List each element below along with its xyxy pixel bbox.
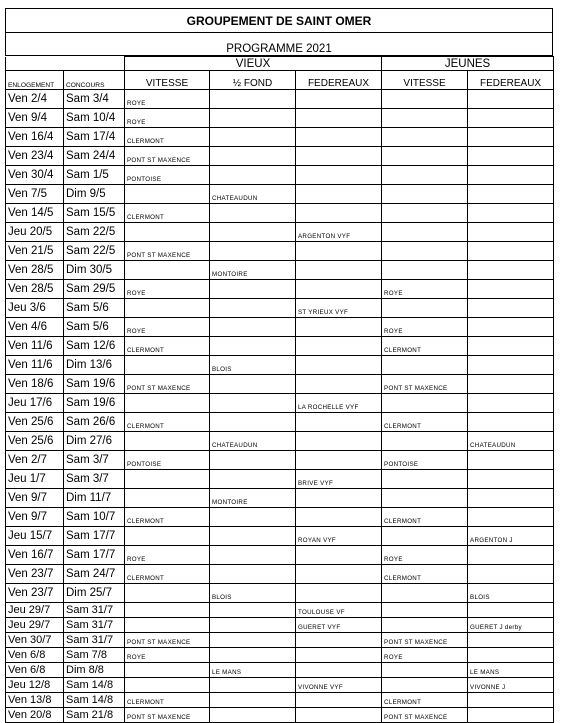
document-title: GROUPEMENT DE SAINT OMER xyxy=(5,8,553,33)
cell-vitesse-vieux xyxy=(125,618,210,633)
cell-vitesse-vieux xyxy=(125,603,210,618)
cell-vitesse-jeunes xyxy=(382,470,468,489)
group-header-vieux: VIEUX xyxy=(125,57,382,71)
table-row xyxy=(6,356,554,375)
table-row xyxy=(6,508,554,527)
table-row xyxy=(6,603,554,618)
cell-vitesse-vieux xyxy=(125,299,210,318)
cell-vitesse-jeunes xyxy=(382,185,468,204)
cell-concours: Sam 12/6 xyxy=(64,337,125,356)
cell-concours: Dim 13/6 xyxy=(64,356,125,375)
cell-federeaux-jeunes xyxy=(468,413,554,432)
cell-vitesse-vieux xyxy=(125,261,210,280)
cell-demi-fond xyxy=(210,337,296,356)
table-row xyxy=(6,394,554,413)
cell-federeaux-vieux xyxy=(296,708,382,723)
cell-federeaux-jeunes xyxy=(468,451,554,470)
table-row xyxy=(6,90,554,109)
cell-enlogement: Jeu 20/5 xyxy=(6,223,64,242)
cell-federeaux-jeunes xyxy=(468,128,554,147)
cell-vitesse-vieux: CLERMONT xyxy=(125,693,210,708)
cell-federeaux-vieux xyxy=(296,565,382,584)
cell-federeaux-jeunes xyxy=(468,508,554,527)
cell-demi-fond xyxy=(210,508,296,527)
table-row xyxy=(6,489,554,508)
cell-vitesse-vieux: PONT ST MAXENCE xyxy=(125,375,210,394)
cell-federeaux-jeunes xyxy=(468,90,554,109)
cell-enlogement: Jeu 3/6 xyxy=(6,299,64,318)
column-header-enlogement: ENLOGEMENT xyxy=(6,71,64,90)
cell-concours: Dim 25/7 xyxy=(64,584,125,603)
cell-concours: Dim 9/5 xyxy=(64,185,125,204)
cell-federeaux-vieux xyxy=(296,204,382,223)
cell-vitesse-jeunes xyxy=(382,394,468,413)
cell-concours: Dim 30/5 xyxy=(64,261,125,280)
cell-demi-fond xyxy=(210,166,296,185)
cell-demi-fond xyxy=(210,648,296,663)
cell-enlogement: Ven 11/6 xyxy=(6,356,64,375)
cell-vitesse-jeunes xyxy=(382,432,468,451)
cell-vitesse-jeunes xyxy=(382,166,468,185)
cell-federeaux-vieux xyxy=(296,546,382,565)
cell-vitesse-vieux: PONT ST MAXENCE xyxy=(125,633,210,648)
cell-demi-fond xyxy=(210,527,296,546)
cell-enlogement: Ven 9/7 xyxy=(6,508,64,527)
cell-concours: Sam 5/6 xyxy=(64,318,125,337)
cell-vitesse-jeunes: CLERMONT xyxy=(382,508,468,527)
table-row xyxy=(6,708,554,723)
cell-concours: Sam 17/7 xyxy=(64,546,125,565)
table-row xyxy=(6,185,554,204)
cell-vitesse-jeunes: ROYE xyxy=(382,546,468,565)
cell-demi-fond xyxy=(210,394,296,413)
cell-federeaux-vieux xyxy=(296,633,382,648)
cell-federeaux-jeunes xyxy=(468,147,554,166)
cell-federeaux-jeunes: BLOIS xyxy=(468,584,554,603)
cell-federeaux-vieux xyxy=(296,413,382,432)
cell-enlogement: Ven 30/4 xyxy=(6,166,64,185)
cell-vitesse-vieux: PONT ST MAXENCE xyxy=(125,708,210,723)
cell-vitesse-vieux xyxy=(125,185,210,204)
cell-federeaux-jeunes: LE MANS xyxy=(468,663,554,678)
cell-federeaux-vieux xyxy=(296,147,382,166)
cell-demi-fond: CHATEAUDUN xyxy=(210,432,296,451)
table-row xyxy=(6,261,554,280)
cell-demi-fond xyxy=(210,299,296,318)
cell-vitesse-jeunes: PONT ST MAXENCE xyxy=(382,708,468,723)
cell-federeaux-vieux xyxy=(296,337,382,356)
cell-federeaux-jeunes xyxy=(468,546,554,565)
table-row xyxy=(6,242,554,261)
cell-demi-fond xyxy=(210,128,296,147)
cell-federeaux-jeunes xyxy=(468,185,554,204)
cell-vitesse-vieux: PONT ST MAXENCE xyxy=(125,242,210,261)
cell-concours: Sam 14/8 xyxy=(64,678,125,693)
cell-vitesse-vieux: ROYE xyxy=(125,90,210,109)
cell-demi-fond: BLOIS xyxy=(210,584,296,603)
cell-federeaux-jeunes xyxy=(468,223,554,242)
table-row xyxy=(6,128,554,147)
cell-concours: Sam 26/6 xyxy=(64,413,125,432)
cell-enlogement: Ven 11/6 xyxy=(6,337,64,356)
cell-vitesse-jeunes: PONT ST MAXENCE xyxy=(382,633,468,648)
cell-concours: Sam 1/5 xyxy=(64,166,125,185)
table-row xyxy=(6,280,554,299)
cell-concours: Sam 10/4 xyxy=(64,109,125,128)
column-header-concours: CONCOURS xyxy=(64,71,125,90)
cell-concours: Dim 8/8 xyxy=(64,663,125,678)
cell-vitesse-jeunes xyxy=(382,90,468,109)
cell-enlogement: Ven 6/8 xyxy=(6,663,64,678)
cell-enlogement: Ven 13/8 xyxy=(6,693,64,708)
cell-concours: Sam 22/5 xyxy=(64,242,125,261)
cell-concours: Sam 10/7 xyxy=(64,508,125,527)
cell-vitesse-vieux xyxy=(125,678,210,693)
cell-federeaux-jeunes xyxy=(468,318,554,337)
cell-concours: Sam 3/4 xyxy=(64,90,125,109)
cell-vitesse-vieux xyxy=(125,489,210,508)
cell-vitesse-vieux xyxy=(125,356,210,375)
cell-demi-fond: MONTOIRE xyxy=(210,489,296,508)
cell-federeaux-vieux xyxy=(296,508,382,527)
cell-federeaux-vieux: GUERET VYF xyxy=(296,618,382,633)
table-row xyxy=(6,584,554,603)
cell-federeaux-vieux xyxy=(296,318,382,337)
cell-federeaux-jeunes xyxy=(468,166,554,185)
cell-concours: Sam 24/7 xyxy=(64,565,125,584)
table-row xyxy=(6,451,554,470)
cell-vitesse-jeunes xyxy=(382,489,468,508)
column-header-row xyxy=(6,71,554,90)
table-row xyxy=(6,432,554,451)
column-header-federeaux-jeunes: FEDEREAUX xyxy=(468,71,554,90)
cell-federeaux-vieux: ROYAN VYF xyxy=(296,527,382,546)
column-header-vitesse-vieux: VITESSE xyxy=(125,71,210,90)
cell-demi-fond xyxy=(210,204,296,223)
cell-demi-fond xyxy=(210,280,296,299)
table-row xyxy=(6,565,554,584)
cell-federeaux-jeunes xyxy=(468,280,554,299)
cell-concours: Sam 31/7 xyxy=(64,633,125,648)
cell-federeaux-vieux xyxy=(296,356,382,375)
cell-demi-fond xyxy=(210,565,296,584)
group-header-jeunes: JEUNES xyxy=(382,57,554,71)
cell-federeaux-jeunes xyxy=(468,489,554,508)
cell-demi-fond xyxy=(210,451,296,470)
cell-federeaux-vieux xyxy=(296,280,382,299)
cell-federeaux-vieux xyxy=(296,185,382,204)
cell-concours: Sam 24/4 xyxy=(64,147,125,166)
cell-federeaux-jeunes xyxy=(468,633,554,648)
cell-enlogement: Ven 30/7 xyxy=(6,633,64,648)
cell-concours: Sam 22/5 xyxy=(64,223,125,242)
cell-federeaux-vieux xyxy=(296,128,382,147)
cell-vitesse-vieux: ROYE xyxy=(125,546,210,565)
table-row xyxy=(6,318,554,337)
cell-enlogement: Jeu 1/7 xyxy=(6,470,64,489)
table-row xyxy=(6,633,554,648)
cell-federeaux-jeunes xyxy=(468,204,554,223)
cell-federeaux-vieux xyxy=(296,663,382,678)
cell-federeaux-vieux: VIVONNE VYF xyxy=(296,678,382,693)
cell-federeaux-vieux xyxy=(296,261,382,280)
cell-concours: Sam 21/8 xyxy=(64,708,125,723)
cell-demi-fond: MONTOIRE xyxy=(210,261,296,280)
cell-demi-fond xyxy=(210,603,296,618)
table-row xyxy=(6,109,554,128)
cell-demi-fond: CHATEAUDUN xyxy=(210,185,296,204)
cell-vitesse-vieux: CLERMONT xyxy=(125,337,210,356)
cell-vitesse-jeunes xyxy=(382,223,468,242)
cell-demi-fond: LE MANS xyxy=(210,663,296,678)
cell-concours: Sam 31/7 xyxy=(64,603,125,618)
cell-enlogement: Ven 28/5 xyxy=(6,280,64,299)
cell-federeaux-jeunes xyxy=(468,375,554,394)
cell-vitesse-vieux: CLERMONT xyxy=(125,508,210,527)
cell-vitesse-vieux xyxy=(125,432,210,451)
cell-vitesse-jeunes xyxy=(382,618,468,633)
cell-federeaux-jeunes xyxy=(468,337,554,356)
cell-vitesse-vieux xyxy=(125,663,210,678)
cell-demi-fond xyxy=(210,546,296,565)
cell-enlogement: Ven 23/7 xyxy=(6,584,64,603)
cell-concours: Sam 19/6 xyxy=(64,375,125,394)
cell-federeaux-vieux xyxy=(296,693,382,708)
group-header-row xyxy=(6,57,554,71)
cell-concours: Sam 29/5 xyxy=(64,280,125,299)
cell-vitesse-vieux: ROYE xyxy=(125,318,210,337)
cell-enlogement: Ven 28/5 xyxy=(6,261,64,280)
column-header-demi-fond: ½ FOND xyxy=(210,71,296,90)
cell-vitesse-vieux: PONTOISE xyxy=(125,166,210,185)
cell-demi-fond xyxy=(210,90,296,109)
cell-federeaux-jeunes xyxy=(468,299,554,318)
cell-enlogement: Ven 14/5 xyxy=(6,204,64,223)
cell-federeaux-jeunes xyxy=(468,261,554,280)
cell-concours: Sam 31/7 xyxy=(64,618,125,633)
cell-vitesse-vieux: CLERMONT xyxy=(125,413,210,432)
cell-federeaux-vieux xyxy=(296,489,382,508)
cell-vitesse-jeunes xyxy=(382,147,468,166)
cell-demi-fond xyxy=(210,413,296,432)
cell-federeaux-vieux xyxy=(296,375,382,394)
cell-demi-fond xyxy=(210,223,296,242)
cell-federeaux-vieux xyxy=(296,90,382,109)
cell-enlogement: Ven 2/4 xyxy=(6,90,64,109)
column-header-vitesse-jeunes: VITESSE xyxy=(382,71,468,90)
cell-enlogement: Ven 25/6 xyxy=(6,413,64,432)
table-row xyxy=(6,166,554,185)
cell-vitesse-vieux xyxy=(125,527,210,546)
cell-vitesse-jeunes xyxy=(382,299,468,318)
cell-federeaux-vieux xyxy=(296,242,382,261)
cell-vitesse-jeunes xyxy=(382,663,468,678)
cell-vitesse-jeunes: PONT ST MAXENCE xyxy=(382,375,468,394)
cell-vitesse-jeunes: CLERMONT xyxy=(382,565,468,584)
cell-concours: Sam 17/4 xyxy=(64,128,125,147)
cell-federeaux-vieux: LA ROCHELLE VYF xyxy=(296,394,382,413)
group-header-blank xyxy=(6,57,125,71)
table-row xyxy=(6,527,554,546)
table-row xyxy=(6,337,554,356)
cell-vitesse-jeunes: PONTOISE xyxy=(382,451,468,470)
cell-enlogement: Ven 20/8 xyxy=(6,708,64,723)
cell-demi-fond: BLOIS xyxy=(210,356,296,375)
cell-federeaux-jeunes xyxy=(468,394,554,413)
cell-federeaux-vieux: TOULOUSE VF xyxy=(296,603,382,618)
cell-federeaux-jeunes: VIVONNE J xyxy=(468,678,554,693)
table-row xyxy=(6,663,554,678)
cell-federeaux-jeunes xyxy=(468,603,554,618)
cell-demi-fond xyxy=(210,470,296,489)
cell-federeaux-jeunes xyxy=(468,242,554,261)
cell-vitesse-vieux xyxy=(125,223,210,242)
cell-demi-fond xyxy=(210,109,296,128)
cell-vitesse-vieux: ROYE xyxy=(125,109,210,128)
cell-vitesse-jeunes xyxy=(382,204,468,223)
cell-federeaux-jeunes xyxy=(468,693,554,708)
cell-demi-fond xyxy=(210,693,296,708)
cell-federeaux-vieux xyxy=(296,432,382,451)
cell-vitesse-vieux xyxy=(125,394,210,413)
cell-federeaux-vieux xyxy=(296,451,382,470)
cell-concours: Sam 7/8 xyxy=(64,648,125,663)
schedule-table xyxy=(5,56,554,723)
cell-enlogement: Ven 2/7 xyxy=(6,451,64,470)
table-row xyxy=(6,299,554,318)
cell-vitesse-jeunes: ROYE xyxy=(382,318,468,337)
cell-enlogement: Ven 6/8 xyxy=(6,648,64,663)
cell-federeaux-vieux xyxy=(296,166,382,185)
cell-federeaux-vieux: BRIVE VYF xyxy=(296,470,382,489)
document-subtitle: PROGRAMME 2021 xyxy=(5,33,553,56)
cell-concours: Dim 11/7 xyxy=(64,489,125,508)
cell-federeaux-jeunes xyxy=(468,356,554,375)
cell-federeaux-jeunes xyxy=(468,109,554,128)
cell-vitesse-jeunes xyxy=(382,527,468,546)
cell-federeaux-vieux xyxy=(296,109,382,128)
table-row xyxy=(6,648,554,663)
cell-vitesse-jeunes xyxy=(382,109,468,128)
cell-demi-fond xyxy=(210,708,296,723)
cell-vitesse-jeunes: CLERMONT xyxy=(382,693,468,708)
cell-enlogement: Ven 9/7 xyxy=(6,489,64,508)
cell-vitesse-jeunes xyxy=(382,356,468,375)
cell-vitesse-vieux: PONT ST MAXENCE xyxy=(125,147,210,166)
cell-enlogement: Ven 21/5 xyxy=(6,242,64,261)
cell-vitesse-vieux: CLERMONT xyxy=(125,565,210,584)
cell-enlogement: Ven 4/6 xyxy=(6,318,64,337)
cell-enlogement: Ven 16/4 xyxy=(6,128,64,147)
table-row xyxy=(6,375,554,394)
cell-vitesse-jeunes: CLERMONT xyxy=(382,413,468,432)
cell-vitesse-jeunes xyxy=(382,584,468,603)
table-row xyxy=(6,204,554,223)
cell-concours: Dim 27/6 xyxy=(64,432,125,451)
cell-federeaux-vieux: ARGENTON VYF xyxy=(296,223,382,242)
table-row xyxy=(6,693,554,708)
cell-vitesse-jeunes: ROYE xyxy=(382,280,468,299)
cell-vitesse-jeunes xyxy=(382,242,468,261)
cell-federeaux-jeunes: CHATEAUDUN xyxy=(468,432,554,451)
cell-demi-fond xyxy=(210,375,296,394)
cell-federeaux-vieux xyxy=(296,584,382,603)
cell-federeaux-jeunes xyxy=(468,470,554,489)
cell-enlogement: Jeu 29/7 xyxy=(6,618,64,633)
cell-demi-fond xyxy=(210,318,296,337)
table-row xyxy=(6,413,554,432)
cell-enlogement: Jeu 15/7 xyxy=(6,527,64,546)
cell-concours: Sam 3/7 xyxy=(64,470,125,489)
cell-federeaux-jeunes: ARGENTON J xyxy=(468,527,554,546)
cell-vitesse-jeunes: CLERMONT xyxy=(382,337,468,356)
cell-concours: Sam 17/7 xyxy=(64,527,125,546)
column-header-federeaux-vieux: FEDEREAUX xyxy=(296,71,382,90)
schedule-body xyxy=(6,57,554,723)
cell-enlogement: Ven 7/5 xyxy=(6,185,64,204)
cell-vitesse-vieux: CLERMONT xyxy=(125,204,210,223)
cell-vitesse-vieux: PONTOISE xyxy=(125,451,210,470)
cell-enlogement: Jeu 29/7 xyxy=(6,603,64,618)
cell-demi-fond xyxy=(210,633,296,648)
cell-vitesse-vieux xyxy=(125,470,210,489)
cell-demi-fond xyxy=(210,678,296,693)
table-row xyxy=(6,223,554,242)
cell-enlogement: Ven 25/6 xyxy=(6,432,64,451)
cell-enlogement: Ven 18/6 xyxy=(6,375,64,394)
table-row xyxy=(6,618,554,633)
cell-concours: Sam 5/6 xyxy=(64,299,125,318)
cell-vitesse-vieux xyxy=(125,584,210,603)
cell-concours: Sam 15/5 xyxy=(64,204,125,223)
cell-federeaux-vieux: ST YRIEUX VYF xyxy=(296,299,382,318)
cell-vitesse-jeunes xyxy=(382,678,468,693)
cell-federeaux-jeunes: GUERET J derby xyxy=(468,618,554,633)
table-row xyxy=(6,678,554,693)
cell-enlogement: Jeu 17/6 xyxy=(6,394,64,413)
cell-enlogement: Jeu 12/8 xyxy=(6,678,64,693)
cell-vitesse-vieux: ROYE xyxy=(125,280,210,299)
cell-vitesse-jeunes xyxy=(382,128,468,147)
cell-demi-fond xyxy=(210,242,296,261)
cell-vitesse-vieux: CLERMONT xyxy=(125,128,210,147)
cell-concours: Sam 14/8 xyxy=(64,693,125,708)
cell-enlogement: Ven 9/4 xyxy=(6,109,64,128)
cell-vitesse-vieux: ROYE xyxy=(125,648,210,663)
cell-vitesse-jeunes: ROYE xyxy=(382,648,468,663)
cell-federeaux-jeunes xyxy=(468,565,554,584)
cell-vitesse-jeunes xyxy=(382,261,468,280)
cell-demi-fond xyxy=(210,147,296,166)
table-row xyxy=(6,147,554,166)
table-row xyxy=(6,470,554,489)
cell-vitesse-jeunes xyxy=(382,603,468,618)
cell-federeaux-vieux xyxy=(296,648,382,663)
cell-concours: Sam 19/6 xyxy=(64,394,125,413)
cell-federeaux-jeunes xyxy=(468,648,554,663)
cell-concours: Sam 3/7 xyxy=(64,451,125,470)
cell-federeaux-jeunes xyxy=(468,708,554,723)
table-row xyxy=(6,546,554,565)
cell-enlogement: Ven 23/4 xyxy=(6,147,64,166)
cell-demi-fond xyxy=(210,618,296,633)
cell-enlogement: Ven 16/7 xyxy=(6,546,64,565)
cell-enlogement: Ven 23/7 xyxy=(6,565,64,584)
